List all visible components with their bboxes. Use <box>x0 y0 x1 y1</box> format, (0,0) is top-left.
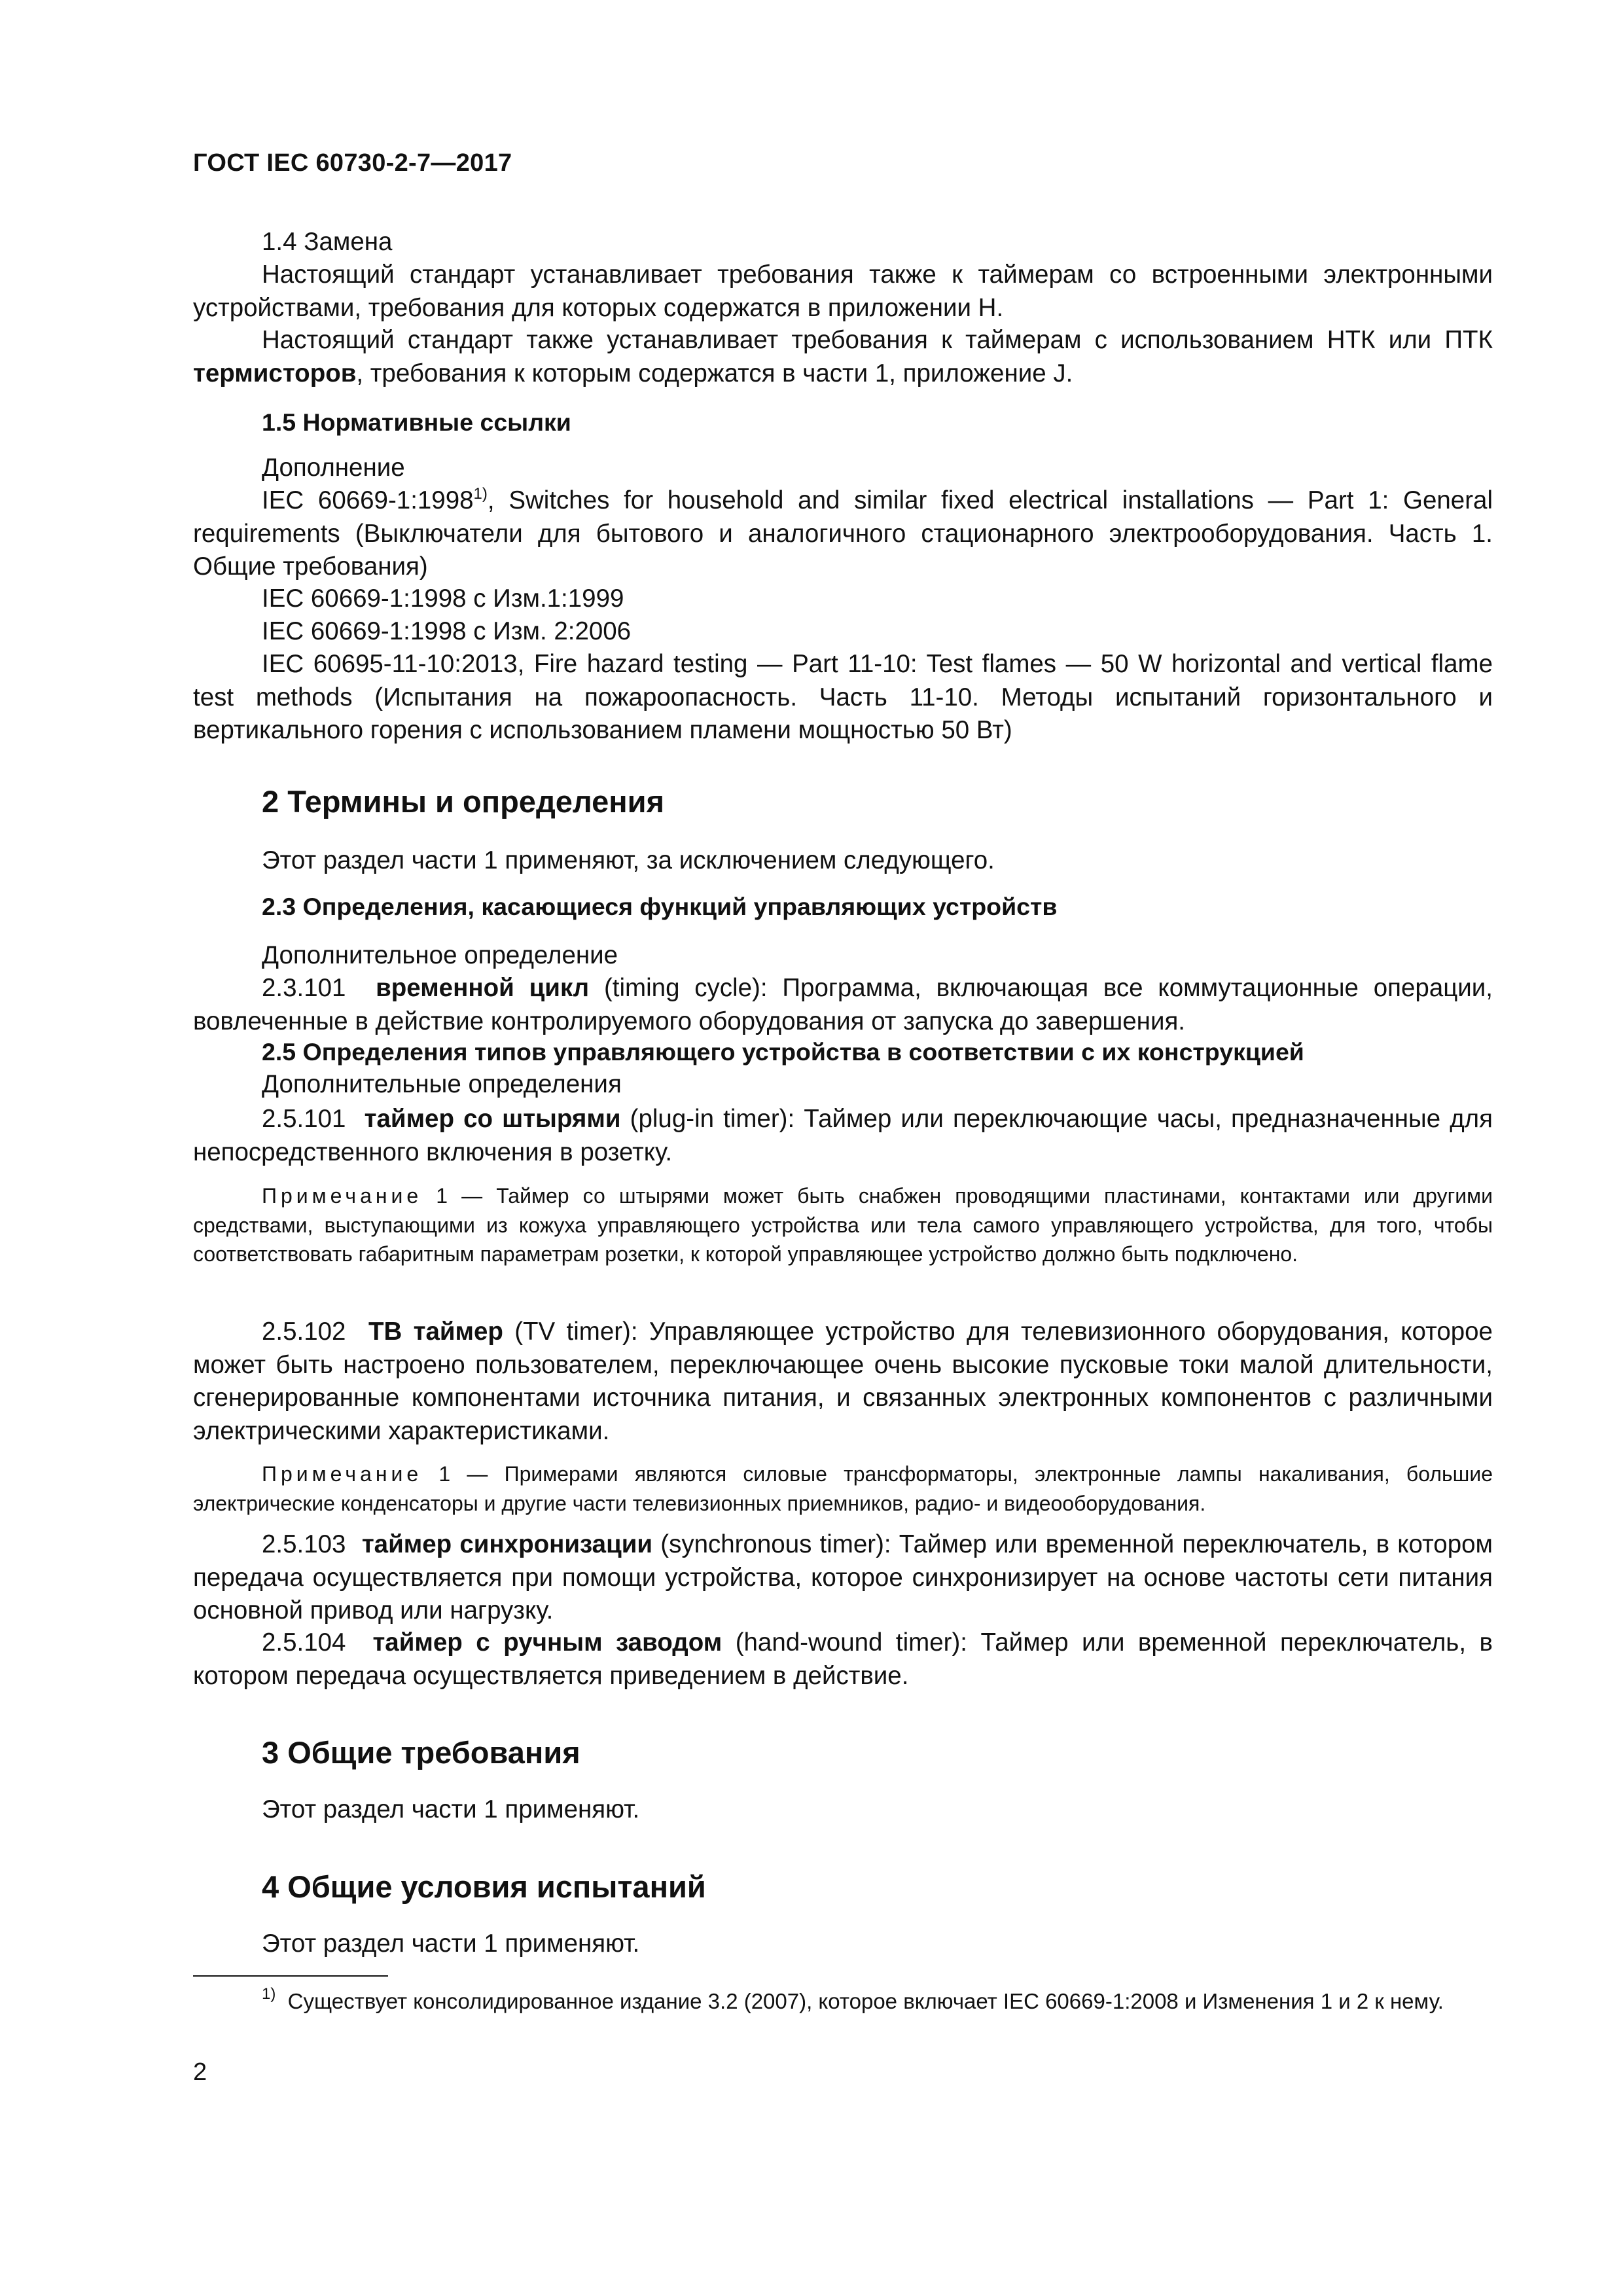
note-2-5-101: Примечание 1 — Таймер со штырями может быть снабжен проводящими пластинами, контактами или другими средствами, выступающими из кожуха управляющего устройства или тела самого управляющего устройства, для того, чтобы соответствовать габаритным параметрам розетки, к которой управляющее устройство должно быть подключено. <box>193 1184 1493 1266</box>
reference-iec-60669-1-amd1: IEC 60669-1:1998 с Изм.1:1999 <box>262 584 624 613</box>
page-number: 2 <box>193 2058 207 2086</box>
definition-2-5-104: 2.5.104 таймер с ручным заводом (hand-wound timer): Таймер или временной переключатель, в котором передача осуществляется приведением в действие. <box>193 1628 1493 1690</box>
document-code: ГОСТ IEC 60730-2-7—2017 <box>193 149 512 177</box>
note-2-5-102: Примечание 1 — Примерами являются силовые трансформаторы, электронные лампы накаливания, большие электрические конденсаторы и другие части телевизионных приемников, радио- и видеооборудования. <box>193 1462 1493 1515</box>
section-1-4-paragraph-2: Настоящий стандарт также устанавливает требования к таймерам с использованием НТК или ПТК термисторов, требования к которым содержатся в части 1, приложение J. <box>193 326 1493 387</box>
section-1-5-title: 1.5 Нормативные ссылки <box>262 408 571 436</box>
section-2-5-title: 2.5 Определения типов управляющего устройства в соответствии с их конструкцией <box>262 1038 1304 1066</box>
note-label: Примечание <box>262 1184 423 1208</box>
term-synchronous-timer: таймер синхронизации <box>361 1530 653 1558</box>
footnote-reference: 1) <box>473 485 488 503</box>
definition-2-3-101: 2.3.101 временной цикл (timing cycle): Программа, включающая все коммутационные операции, вовлеченные в действие контролируемого оборудования от запуска до завершения. <box>193 974 1493 1035</box>
term-thermistors: термисторов <box>193 359 357 387</box>
section-2-3-title: 2.3 Определения, касающиеся функций управляющих устройств <box>262 893 1058 920</box>
section-2-3-intro: Дополнительное определение <box>262 941 618 969</box>
section-1-4-paragraph-1: Настоящий стандарт устанавливает требования также к таймерам со встроенными электронными устройствами, требования для которых содержатся в приложении Н. <box>193 260 1493 322</box>
definition-2-5-102: 2.5.102 ТВ таймер (TV timer): Управляющее устройство для телевизионного оборудования, которое может быть настроено пользователем, переключающее очень высокие пусковые токи малой длительности, сгенерированные компонентами источника питания, и связанных электронных компонентов с различными электрическими характеристиками. <box>193 1318 1493 1445</box>
term-hand-wound-timer: таймер с ручным заводом <box>372 1628 722 1657</box>
section-4-heading: 4 Общие условия испытаний <box>262 1869 706 1904</box>
definition-2-5-101: 2.5.101 таймер со штырями (plug-in timer): Таймер или переключающие часы, предназначенные для непосредственного включения в розетку. <box>193 1105 1493 1166</box>
footnote: $^{1)}$ Существует консолидированное издание 3.2 (2007), которое включает IEC 60669-1:2008 и Изменения 1 и 2 к нему. <box>262 1985 1444 2013</box>
term-timing-cycle: временной цикл <box>376 974 590 1002</box>
section-1-5-intro: Дополнение <box>262 454 405 482</box>
section-1-4-title: 1.4 Замена <box>262 228 393 256</box>
reference-iec-60669-1: IEC 60669-1:1998$^{1)}$, Switches for household and similar fixed electrical installations — Part 1: General requirements (Выключатели для бытового и аналогичного стационарного электрооборудования. Часть 1. Общие требования) <box>193 485 1493 581</box>
term-tv-timer: ТВ таймер <box>368 1318 503 1346</box>
section-2-intro: Этот раздел части 1 применяют, за исключением следующего. <box>262 846 995 874</box>
definition-2-5-103: 2.5.103 таймер синхронизации (synchronous timer): Таймер или временной переключатель, в котором передача осуществляется при помощи устройства, которое синхронизирует на основе частоты сети питания основной привод или нагрузку. <box>193 1530 1493 1624</box>
section-3-heading: 3 Общие требования <box>262 1735 580 1770</box>
note-label: Примечание <box>262 1462 423 1486</box>
footnote-mark: 1) <box>262 1985 276 2003</box>
reference-iec-60669-1-amd2: IEC 60669-1:1998 с Изм. 2:2006 <box>262 617 632 645</box>
section-4-text: Этот раздел части 1 применяют. <box>262 1929 640 1958</box>
footnote-divider <box>193 1975 388 1977</box>
section-2-5-intro: Дополнительные определения <box>262 1070 622 1098</box>
section-2-heading: 2 Термины и определения <box>262 784 664 819</box>
term-plug-in-timer: таймер со штырями <box>364 1105 621 1133</box>
section-3-text: Этот раздел части 1 применяют. <box>262 1795 640 1823</box>
reference-iec-60695-11-10: IEC 60695-11-10:2013, Fire hazard testing — Part 11-10: Test flames — 50 W horizontal and vertical flame test methods (Испытания на пожароопасность. Часть 11-10. Методы испытаний горизонтального и вертикального горения с использованием пламени мощностью 50 Вт) <box>193 650 1493 744</box>
